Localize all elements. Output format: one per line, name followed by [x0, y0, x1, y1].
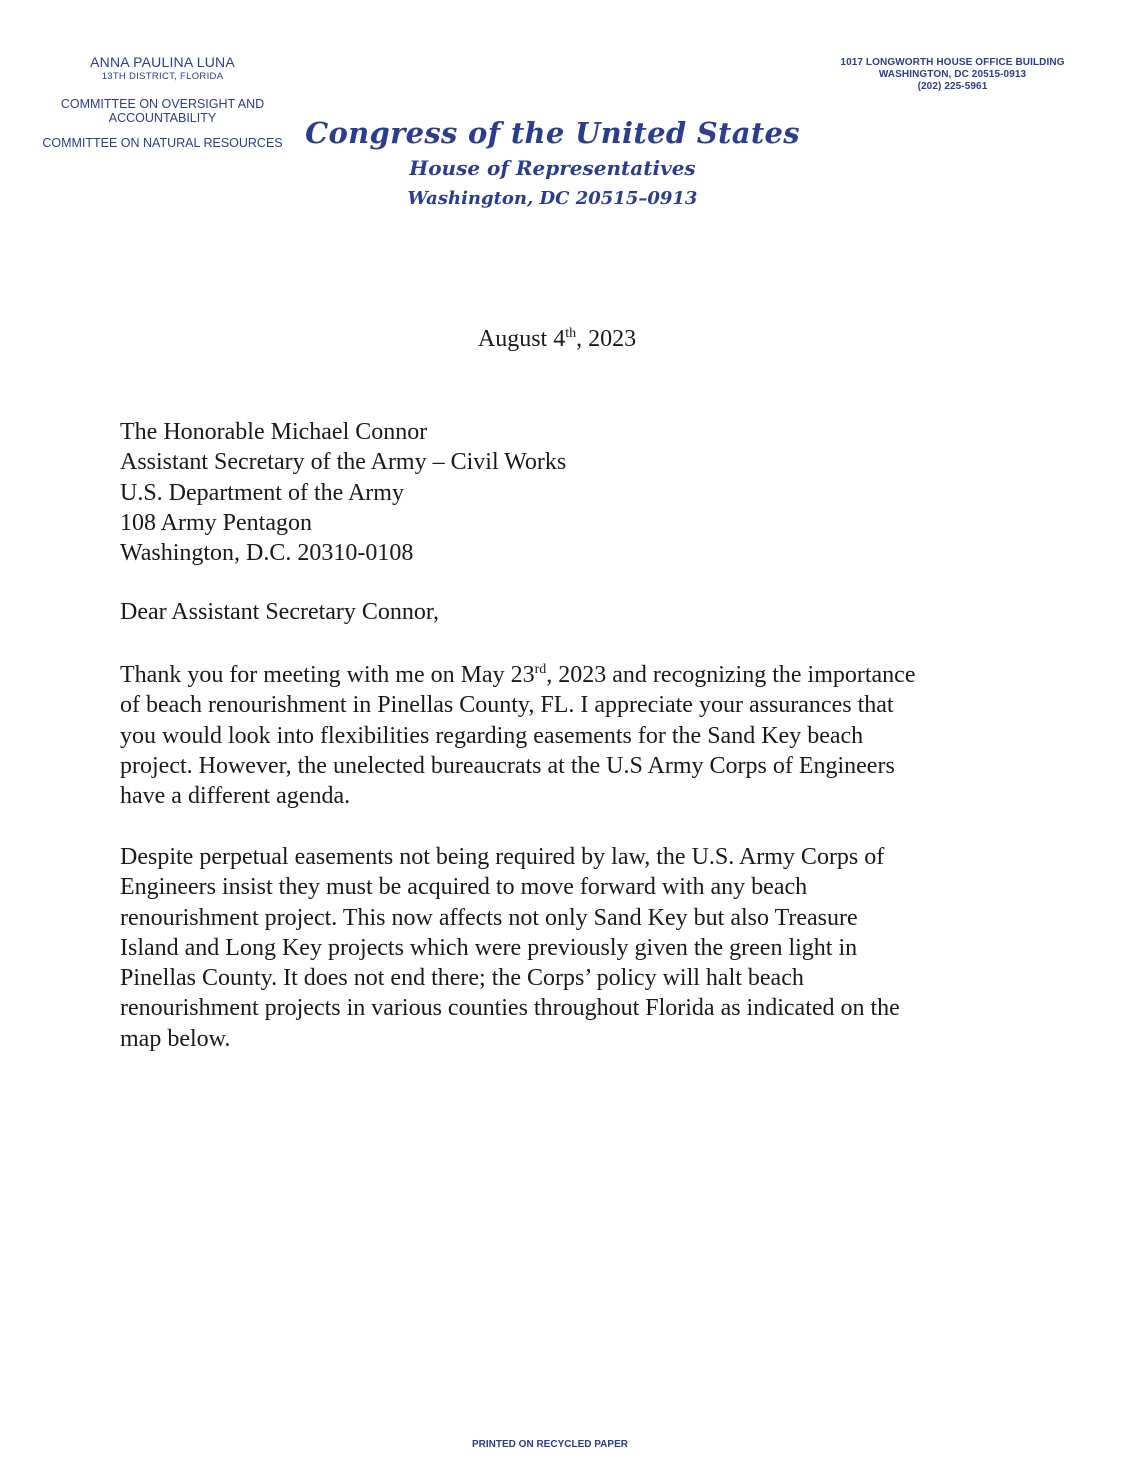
address-line: U.S. Department of the Army [120, 479, 404, 506]
member-district: 13TH DISTRICT, FLORIDA [101, 71, 224, 83]
recipient-address [120, 417, 566, 568]
recycled-paper-footer: PRINTED ON RECYCLED PAPER [472, 1439, 628, 1450]
committee-oversight-line1: COMMITTEE ON OVERSIGHT AND [60, 97, 265, 112]
p1-ordinal-suffix: rd [534, 662, 547, 677]
office-phone: (202) 225-5961 [917, 81, 988, 92]
paragraph-2 [120, 842, 1000, 1054]
committee-oversight-line2: ACCOUNTABILITY [108, 111, 217, 126]
address-line: 108 Army Pentagon [120, 509, 312, 536]
date-month-day: August 4 [477, 326, 566, 352]
paragraph-line: Despite perpetual easements not being required by law, the U.S. Army Corps of [120, 844, 885, 870]
office-city: WASHINGTON, DC 20515-0913 [878, 69, 1027, 80]
masthead-washington: Washington, DC 20515–0913 [407, 188, 698, 209]
paragraph-line: Island and Long Key projects which were previously given the green light in [120, 934, 858, 961]
address-line: Assistant Secretary of the Army – Civil Works [120, 449, 567, 476]
address-line: Washington, D.C. 20310-0108 [120, 540, 414, 567]
paragraph-line: you would look into flexibilities regarding easements for the Sand Key beach [120, 722, 864, 749]
committee-natural-resources: COMMITTEE ON NATURAL RESOURCES [42, 135, 283, 150]
date-year: , 2023 [576, 326, 637, 352]
masthead [300, 116, 805, 209]
paragraph-line [120, 660, 1000, 690]
committee-oversight [20, 97, 305, 126]
paragraph-line: map below. [120, 1025, 231, 1052]
paragraph-1 [120, 660, 1000, 811]
member-name: ANNA PAULINA LUNA [90, 54, 235, 70]
paragraph-line: Engineers insist they must be acquired to move forward with any beach [120, 874, 808, 901]
paragraph-line: renourishment project. This now affects not only Sand Key but also Treasure [120, 904, 858, 931]
salutation: Dear Assistant Secretary Connor, [120, 599, 439, 625]
letter-date [0, 326, 1114, 353]
member-info-block [20, 54, 305, 150]
house-title: House of Representatives [409, 156, 696, 180]
paragraph-line: renourishment projects in various counties throughout Florida as indicated on the [120, 995, 900, 1022]
paragraph-line: project. However, the unelected bureaucrats at the U.S Army Corps of Engineers [120, 752, 895, 779]
congress-title: Congress of the United States [305, 116, 800, 150]
office-building: 1017 LONGWORTH HOUSE OFFICE BUILDING [840, 57, 1065, 68]
office-address-block [830, 57, 1075, 93]
date-suffix: th [565, 326, 577, 341]
paragraph-line: of beach renourishment in Pinellas County, FL. I appreciate your assurances that [120, 692, 894, 719]
p1-line1-start: Thank you for meeting with me on May 23 [120, 662, 535, 688]
address-line: The Honorable Michael Connor [120, 419, 428, 445]
paragraph-line: have a different agenda. [120, 783, 351, 810]
p1-line1-end: , 2023 and recognizing the importance [546, 662, 916, 688]
paragraph-line: Pinellas County. It does not end there; the Corps’ policy will halt beach [120, 965, 804, 992]
